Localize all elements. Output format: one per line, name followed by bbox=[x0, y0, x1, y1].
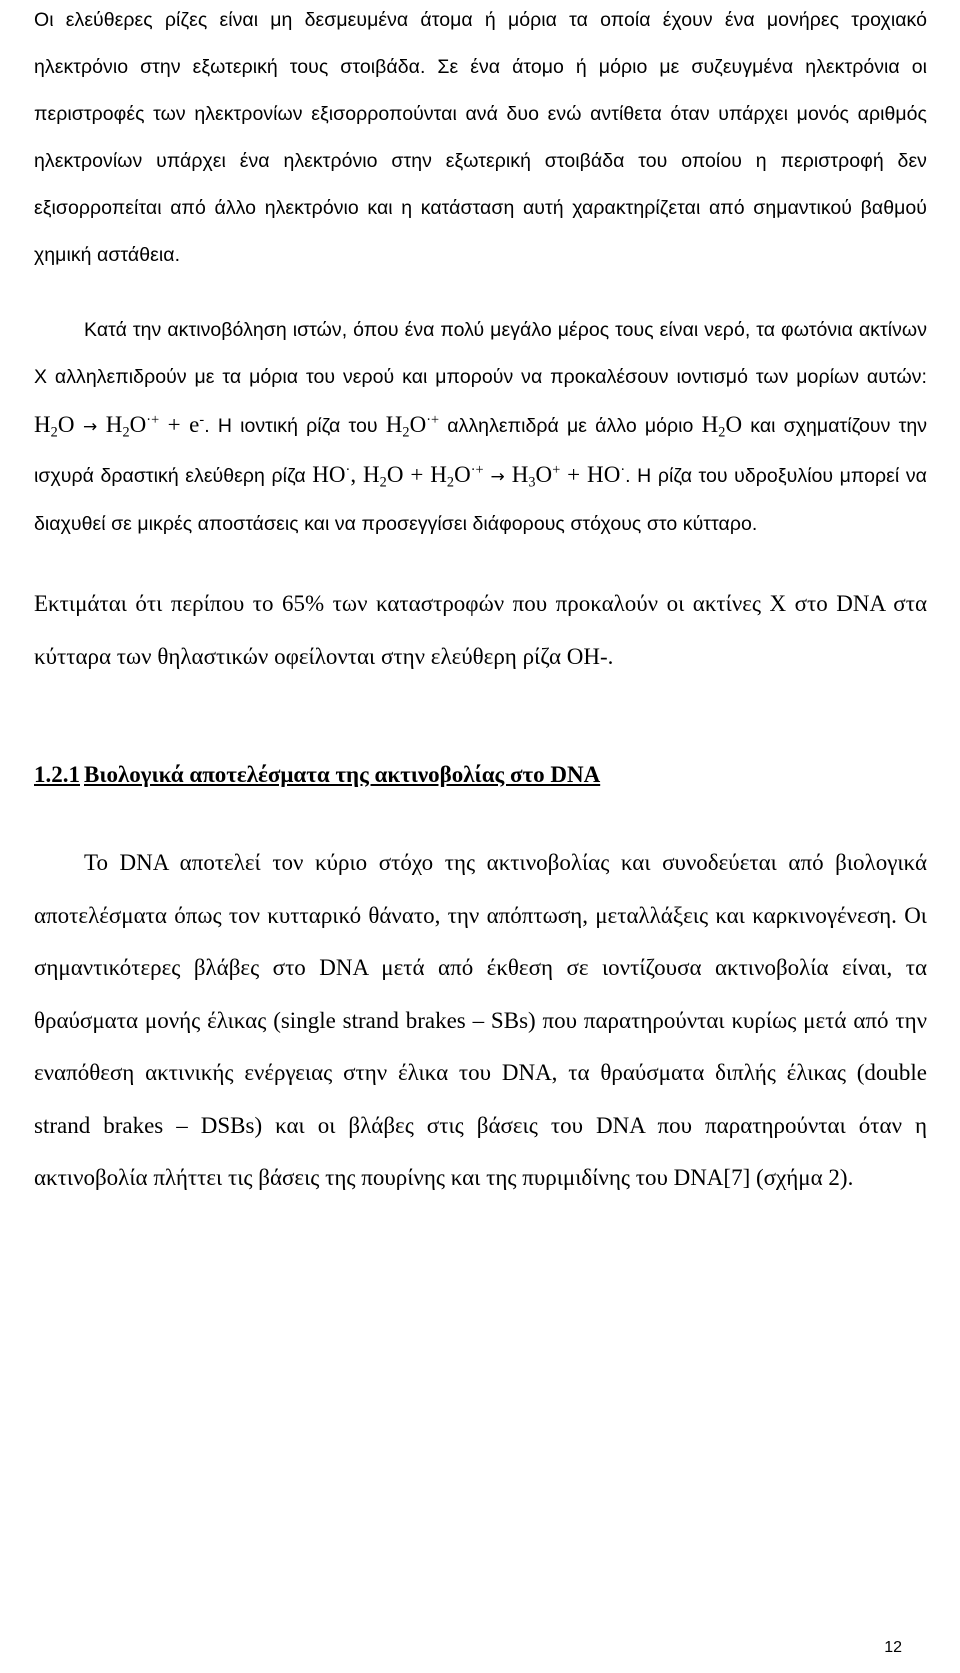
section-title: Βιολογικά αποτελέσματα της ακτινοβολίας στο DNA bbox=[84, 762, 601, 787]
paragraph-dna-biological-effects: To DNA αποτελεί τον κύριο στόχο της ακτινοβολίας και συνοδεύεται από βιολογικά αποτελέσματα όπως τον κυτταρικό θάνατο, την απόπτωση, μεταλλάξεις και καρκινογένεση. Οι σημαντικότερες βλάβες στο DNA μετά από έκθεση σε ιοντίζουσα ακτινοβολία είναι, τα θραύσματα μονής έλικας (single strand brakes – SBs) που παρατηρούνται κυρίως μετά από την εναπόθεση ακτινικής ενέργειας στην έλικα του DNA, τα θραύσματα διπλής έλικας (double strand brakes – DSBs) και οι βλάβες στις βάσεις του DNA που παρατηρούνται όταν η ακτινοβολία πλήττει τις βάσεις της πουρίνης και της πυριμιδίνης του DNA[7] (σχήμα 2). bbox=[34, 850, 927, 1190]
formula-ion-radical: $H_2O^{\cdot+}$ bbox=[385, 412, 440, 441]
paragraph-text: . Η ρίζα του υδροξυλίου μπορεί να διαχυθεί σε μικρές αποστάσεις και να προσεγγίσει διάφορους στόχους στο κύτταρο. bbox=[34, 465, 927, 535]
paragraph-water-ionization bbox=[34, 307, 927, 548]
paragraph-text: και σχηματίζουν την ισχυρά δραστική ελεύθερη ρίζα bbox=[34, 415, 928, 487]
paragraph-text: αλληλεπιδρά με άλλο μόριο bbox=[439, 415, 702, 437]
paragraph-free-radicals: Οι ελεύθερες ρίζες είναι μη δεσμευμένα άτομα ή μόρια τα οποία έχουν ένα μονήρες τροχιακό ηλεκτρόνιο στην εξωτερική τους στοιβάδα. Σε ένα άτομο ή μόριο με συζευγμένα ηλεκτρόνια οι περιστροφές των ηλεκτρονίων εξισορροπούνται ανά δυο ενώ αντίθετα όταν υπάρχει μονός αριθμός ηλεκτρονίων υπάρχει ένα ηλεκτρόνιο στην εξωτερική στοιβάδα του οποίου η περιστροφή δεν εξισορροπείται από άλλο ηλεκτρόνιο και η κατάσταση αυτή χαρακτηρίζεται από σημαντικού βαθμού χημική αστάθεια. bbox=[34, 9, 927, 266]
formula-water: $H_2O$ bbox=[701, 412, 743, 441]
paragraph-dna-damage-estimate: Εκτιμάται ότι περίπου το 65% των καταστροφών που προκαλούν οι ακτίνες Χ στο DNA στα κύτταρα των θηλαστικών οφείλονται στην ελεύθερη ρίζα OH-. bbox=[34, 591, 927, 669]
paragraph-text: Κατά την ακτινοβόληση ιστών, όπου ένα πολύ μεγάλο μέρος τους είναι νερό, τα φωτόνια ακτίνων Χ αλληλεπιδρούν με τα μόρια του νερού και μπορούν να προκαλέσουν ιοντισμό των μορίων αυτών: bbox=[34, 319, 927, 388]
section-heading bbox=[34, 762, 600, 788]
formula-ionization: $H_2O \to H_2O^{\cdot+} + e^-$ bbox=[34, 412, 205, 441]
page-number: 12 bbox=[884, 1639, 902, 1656]
paragraph-text: . Η ιοντική ρίζα του bbox=[204, 415, 386, 437]
section-number: 1.2.1 bbox=[34, 762, 80, 787]
formula-hydroxyl-reaction: HO·, $H_2O + H_2O^{\cdot+} \to H_3O^+ + HO^\cdot$ bbox=[312, 462, 626, 491]
